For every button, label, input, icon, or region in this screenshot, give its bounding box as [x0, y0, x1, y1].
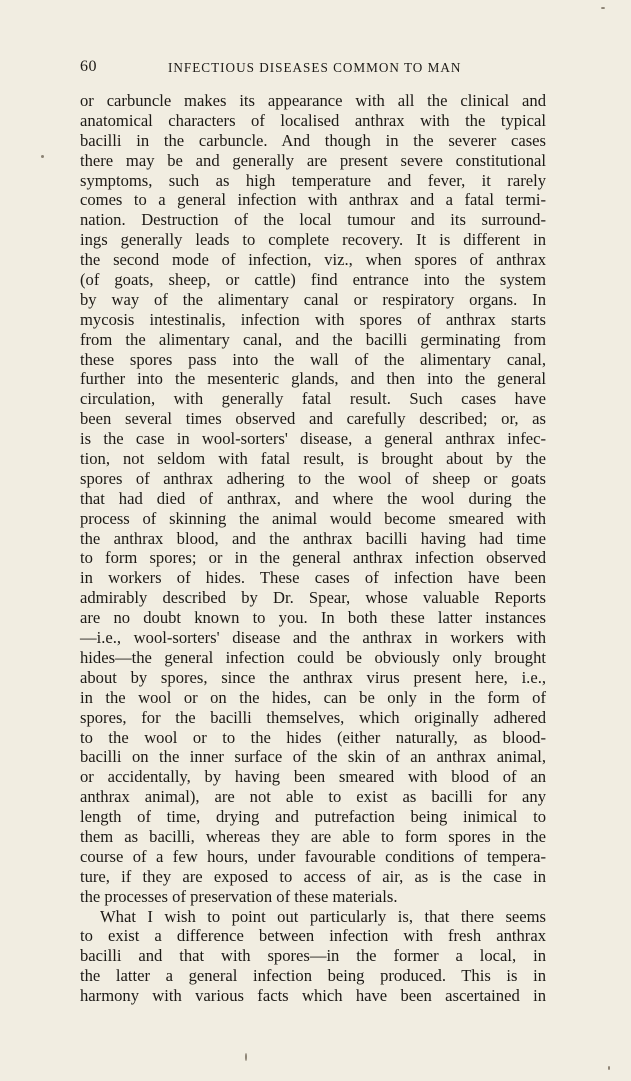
text-line: bacilli in the carbuncle. And though in the severer cases	[80, 130, 546, 150]
text-line: —i.e., wool-sorters' disease and the anthrax in workers with	[80, 628, 546, 648]
paper-speck	[41, 155, 44, 158]
text-line: mycosis intestinalis, infection with spores of anthrax starts	[80, 309, 546, 329]
text-line: these spores pass into the wall of the alimentary canal,	[80, 349, 546, 369]
text-line: further into the mesenteric glands, and then into the general	[80, 369, 546, 389]
text-line: from the alimentary canal, and the bacilli germinating from	[80, 329, 546, 349]
text-line: the anthrax blood, and the anthrax bacilli having had time	[80, 528, 546, 548]
text-line: or carbuncle makes its appearance with all the clinical and	[80, 91, 546, 110]
text-line: them as bacilli, whereas they are able to form spores in the	[80, 826, 546, 846]
text-line: anatomical characters of localised anthrax with the typical	[80, 110, 546, 130]
text-line: in workers of hides. These cases of infection have been	[80, 568, 546, 588]
paper-speck	[601, 7, 605, 9]
text-line: been several times observed and carefully described; or, as	[80, 409, 546, 429]
text-line: course of a few hours, under favourable conditions of tempera-	[80, 846, 546, 866]
text-line: or accidentally, by having been smeared with blood of an	[80, 767, 546, 787]
text-line: that had died of anthrax, and where the wool during the	[80, 488, 546, 508]
text-line: symptoms, such as high temperature and fever, it rarely	[80, 170, 546, 190]
text-line: length of time, drying and putrefaction being inimical to	[80, 807, 546, 827]
text-line: in the wool or on the hides, can be only in the form of	[80, 687, 546, 707]
text-line: to exist a difference between infection with fresh anthrax	[80, 926, 546, 946]
text-line: ture, if they are exposed to access of air, as is the case in	[80, 866, 546, 886]
text-line: process of skinning the animal would become smeared with	[80, 508, 546, 528]
text-line: (of goats, sheep, or cattle) find entrance into the system	[80, 270, 546, 290]
text-line: bacilli on the inner surface of the skin of an anthrax animal,	[80, 747, 546, 767]
text-line: by way of the alimentary canal or respiratory organs. In	[80, 289, 546, 309]
paper-speck	[608, 1066, 610, 1070]
text-line: to the wool or to the hides (either naturally, as blood-	[80, 727, 546, 747]
running-title: INFECTIOUS DISEASES COMMON TO MAN	[168, 60, 462, 75]
text-line: ings generally leads to complete recovery. It is different in	[80, 230, 546, 250]
text-line: harmony with various facts which have been ascertained in	[80, 986, 546, 1006]
text-line: spores, for the bacilli themselves, which originally adhered	[80, 707, 546, 727]
text-line: there may be and generally are present severe constitutional	[80, 150, 546, 170]
text-line: anthrax animal), are not able to exist as bacilli for any	[80, 787, 546, 807]
text-line: admirably described by Dr. Spear, whose valuable Reports	[80, 588, 546, 608]
page-number: 60	[80, 58, 97, 75]
text-line: What I wish to point out particularly is, that there seems	[100, 906, 546, 926]
text-line: tion, not seldom with fatal result, is brought about by the	[80, 449, 546, 469]
text-line: nation. Destruction of the local tumour and its surround-	[80, 210, 546, 230]
text-line: comes to a general infection with anthrax and a fatal termi-	[80, 190, 546, 210]
text-line: spores of anthrax adhering to the wool of sheep or goats	[80, 468, 546, 488]
paper-speck	[245, 1053, 247, 1061]
text-line: about by spores, since the anthrax virus present here, i.e.,	[80, 667, 546, 687]
text-line: to form spores; or in the general anthrax infection observed	[80, 548, 546, 568]
text-line: are no doubt known to you. In both these latter instances	[80, 608, 546, 628]
running-head	[80, 58, 546, 78]
body-text	[80, 91, 546, 1006]
text-line: circulation, with generally fatal result. Such cases have	[80, 389, 546, 409]
text-line: hides—the general infection could be obviously only brought	[80, 647, 546, 667]
text-line: is the case in wool-sorters' disease, a general anthrax infec-	[80, 429, 546, 449]
text-line: the processes of preservation of these materials.	[80, 886, 398, 906]
text-line: the latter a general infection being produced. This is in	[80, 966, 546, 986]
text-line: bacilli and that with spores—in the former a local, in	[80, 946, 546, 966]
text-line: the second mode of infection, viz., when spores of anthrax	[80, 250, 546, 270]
